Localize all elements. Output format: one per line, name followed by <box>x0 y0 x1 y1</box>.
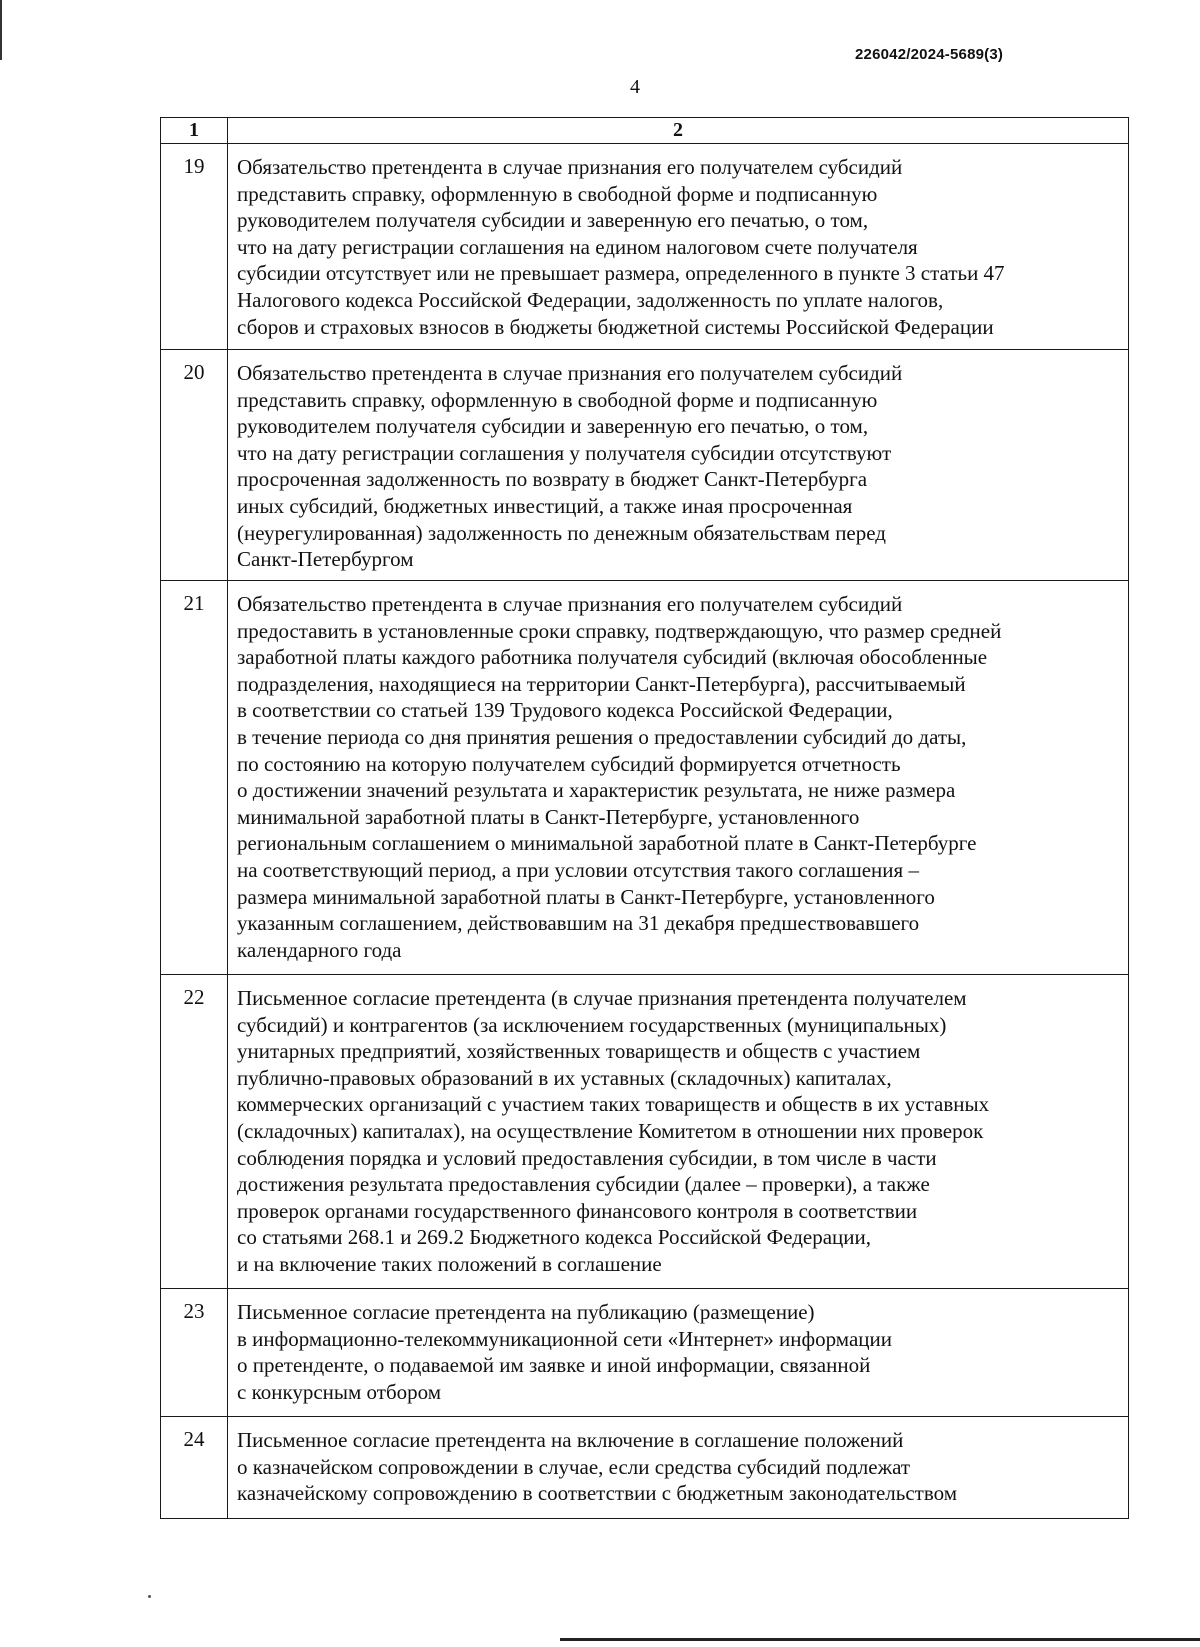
row-number: 19 <box>161 144 228 350</box>
row-text: Письменное согласие претендента на включение в соглашение положений о казначейском сопровождении в случае, если средства субсидий подлежат казначейскому сопровождению в соответствии с бюджетным законодательством <box>228 1417 1129 1519</box>
row-number: 24 <box>161 1417 228 1519</box>
table-row <box>161 144 1129 350</box>
table-header-row <box>161 118 1129 144</box>
requirements-table <box>160 117 1129 1519</box>
row-text: Письменное согласие претендента (в случае признания претендента получателем субсидий) и контрагентов (за исключением государственных (муниципальных) унитарных предприятий, хозяйственных товариществ и обществ с участием публично-правовых образований в их уставных (складочных) капиталах, коммерческих организаций с участием таких товариществ и обществ в их уставных (складочных) капиталах), на осуществление Комитетом в отношении них проверок соблюдения порядка и условий предоставления субсидии, в том числе в части достижения результата предоставления субсидии (далее – проверки), а также проверок органами государственного финансового контроля в соответствии со статьями 268.1 и 269.2 Бюджетного кодекса Российской Федерации, и на включение таких положений в соглашение <box>228 975 1129 1289</box>
row-text: Письменное согласие претендента на публикацию (размещение) в информационно-телекоммуникационной сети «Интернет» информации о претенденте, о подаваемой им заявке и иной информации, связанной с конкурсным отбором <box>228 1289 1129 1417</box>
scan-edge <box>0 0 2 60</box>
row-number: 20 <box>161 350 228 581</box>
column-header-number: 1 <box>161 118 228 144</box>
column-header-content: 2 <box>228 118 1129 144</box>
row-number: 22 <box>161 975 228 1289</box>
bottom-edge-rule <box>560 1638 1200 1641</box>
row-text: Обязательство претендента в случае признания его получателем субсидий представить справку, оформленную в свободной форме и подписанную руководителем получателя субсидии и заверенную его печатью, о том, что на дату регистрации соглашения у получателя субсидии отсутствуют просроченная задолженность по возврату в бюджет Санкт-Петербурга иных субсидий, бюджетных инвестиций, а также иная просроченная (неурегулированная) задолженность по денежным обязательствам перед Санкт-Петербургом <box>228 350 1129 581</box>
document-registration-number: 226042/2024-5689(3) <box>855 46 1004 63</box>
page-number: 4 <box>630 76 640 98</box>
row-text: Обязательство претендента в случае признания его получателем субсидий представить справку, оформленную в свободной форме и подписанную руководителем получателя субсидии и заверенную его печатью, о том, что на дату регистрации соглашения на едином налоговом счете получателя субсидии отсутствует или не превышает размера, определенного в пункте 3 статьи 47 Налогового кодекса Российской Федерации, задолженность по уплате налогов, сборов и страховых взносов в бюджеты бюджетной системы Российской Федерации <box>228 144 1129 350</box>
row-number: 23 <box>161 1289 228 1417</box>
table-row <box>161 975 1129 1289</box>
table-row <box>161 1417 1129 1519</box>
requirements-table-container <box>160 117 1128 1519</box>
table-row <box>161 1289 1129 1417</box>
row-number: 21 <box>161 581 228 975</box>
table-row <box>161 581 1129 975</box>
row-text: Обязательство претендента в случае признания его получателем субсидий предоставить в установленные сроки справку, подтверждающую, что размер средней заработной платы каждого работника получателя субсидий (включая обособленные подразделения, находящиеся на территории Санкт-Петербурга), рассчитываемый в соответствии со статьей 139 Трудового кодекса Российской Федерации, в течение периода со дня принятия решения о предоставлении субсидий до даты, по состоянию на которую получателем субсидий формируется отчетность о достижении значений результата и характеристик результата, не ниже размера минимальной заработной платы в Санкт-Петербурге, установленного региональным соглашением о минимальной заработной плате в Санкт-Петербурге на соответствующий период, а при условии отсутствия такого соглашения – размера минимальной заработной платы в Санкт-Петербурге, установленного указанным соглашением, действовавшим на 31 декабря предшествовавшего календарного года <box>228 581 1129 975</box>
table-row <box>161 350 1129 581</box>
scan-speck <box>148 1595 151 1598</box>
